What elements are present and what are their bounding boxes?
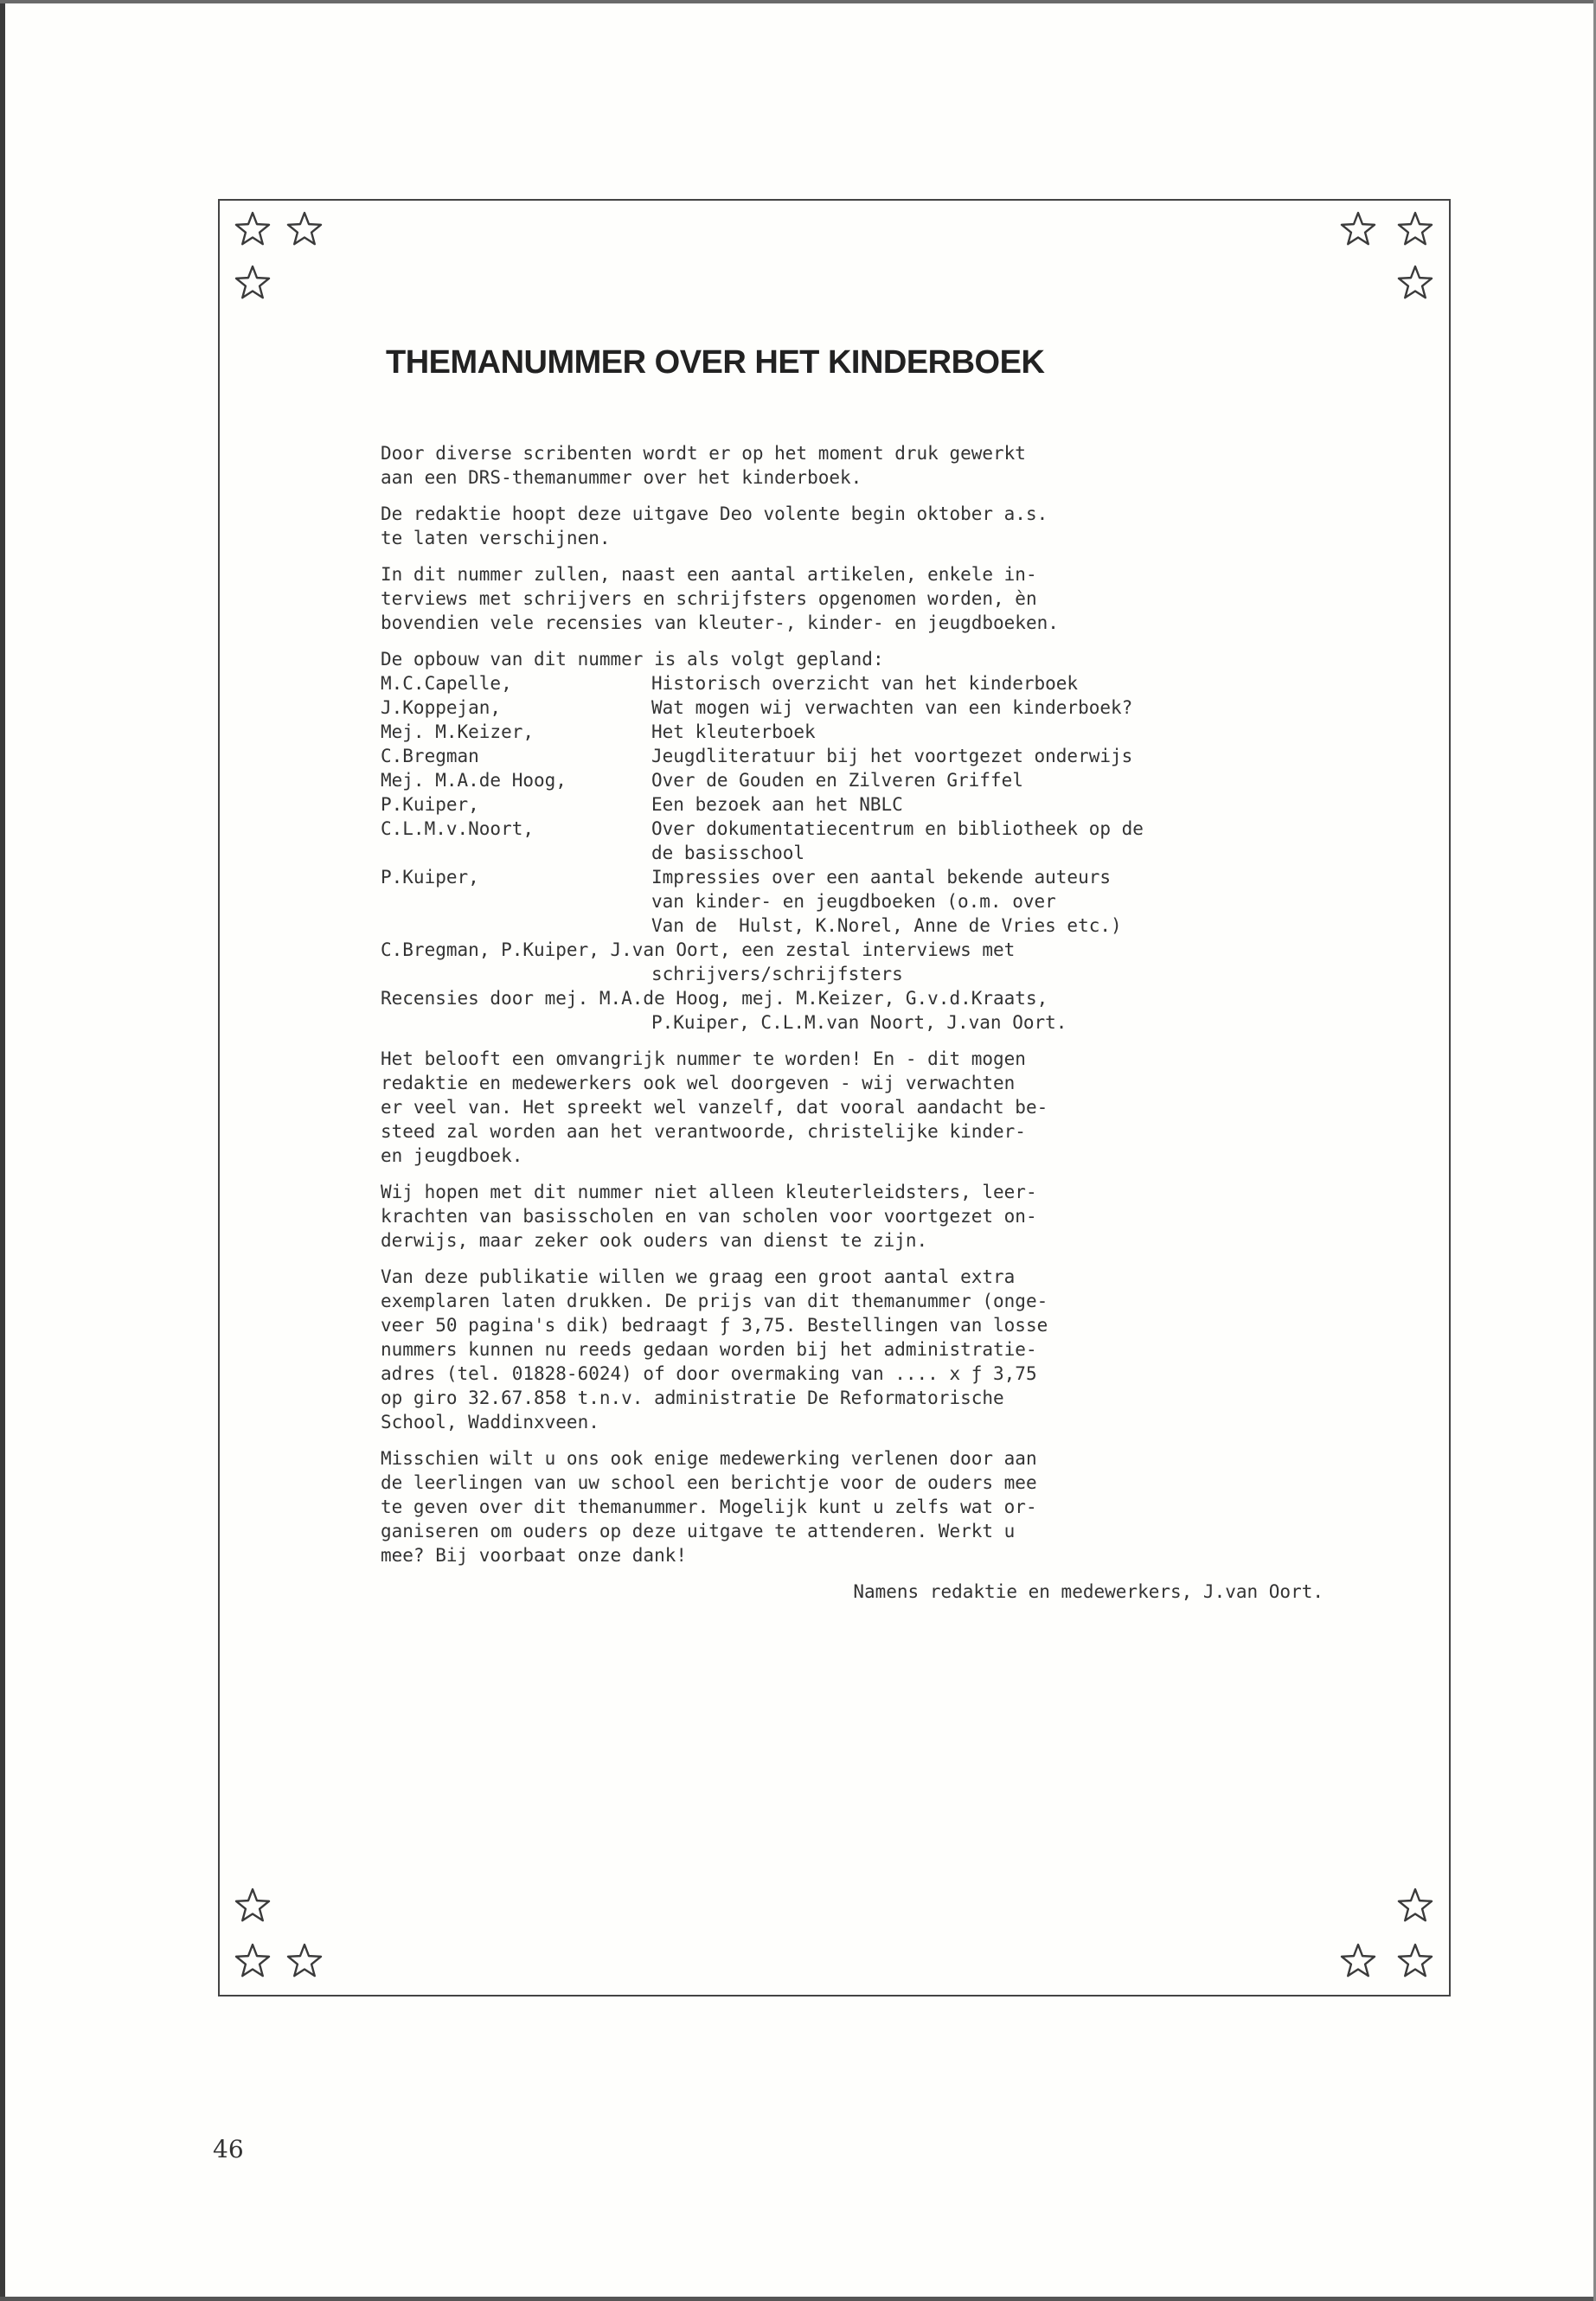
paragraph-line: krachten van basisscholen en van scholen voor voortgezet on- (381, 1206, 1037, 1227)
schedule-row (381, 695, 1349, 720)
article-body (381, 441, 1349, 1604)
schedule-topic: Impressies over een aantal bekende auteurs (651, 867, 1112, 888)
paragraph (381, 1265, 1349, 1434)
paragraph-line: School, Waddinxveen. (381, 1412, 599, 1433)
intro-paragraphs (381, 441, 1349, 635)
schedule-extra-line: C.Bregman, P.Kuiper, J.van Oort, een zestal interviews met (381, 939, 1016, 960)
schedule-topic: Wat mogen wij verwachten van een kinderboek? (651, 697, 1133, 718)
star-icon (285, 211, 324, 249)
paragraph-line: Door diverse scribenten wordt er op het moment druk gewerkt (381, 443, 1026, 464)
schedule-row (381, 865, 1349, 889)
paragraph (381, 1446, 1349, 1567)
star-icon (1396, 211, 1434, 249)
schedule-row (381, 913, 1349, 938)
schedule-extra (381, 938, 1349, 1035)
schedule-topic: Over dokumentatiecentrum en bibliotheek op de (651, 818, 1144, 839)
paragraph-line: op giro 32.67.858 t.n.v. administratie De Reformatorische (381, 1388, 1004, 1408)
paragraph-line: De redaktie hoopt deze uitgave Deo volente begin oktober a.s. (381, 503, 1048, 524)
schedule-row (381, 841, 1349, 865)
paragraph-line: derwijs, maar zeker ook ouders van dienst te zijn. (381, 1230, 928, 1251)
star-icon (234, 1888, 272, 1926)
paragraph-line: bovendien vele recensies van kleuter-, kinder- en jeugdboeken. (381, 612, 1059, 633)
schedule-topic: Historisch overzicht van het kinderboek (651, 673, 1079, 694)
schedule-row (381, 768, 1349, 792)
schedule-author: J.Koppejan, (381, 697, 502, 718)
schedule-topic: Het kleuterboek (651, 721, 816, 742)
schedule-extra-cont-row (381, 1010, 1349, 1035)
schedule-author (381, 913, 651, 938)
schedule-row (381, 817, 1349, 841)
paragraph-line: Van deze publikatie willen we graag een groot aantal extra (381, 1266, 1016, 1287)
schedule-author: Mej. M.Keizer, (381, 721, 535, 742)
schedule-author: P.Kuiper, (381, 867, 479, 888)
signature: Namens redaktie en medewerkers, J.van Oort. (853, 1581, 1324, 1602)
article-title: THEMANUMMER OVER HET KINDERBOEK (386, 344, 1045, 381)
paragraph-line: te laten verschijnen. (381, 528, 611, 548)
schedule-author: P.Kuiper, (381, 794, 479, 815)
paragraph-line: redaktie en medewerkers ook wel doorgeven - wij verwachten (381, 1073, 1016, 1093)
schedule-row (381, 792, 1349, 817)
scan-edge-left (0, 0, 5, 2301)
schedule-extra-cont: schrijvers/schrijfsters (651, 964, 903, 984)
schedule-topic: Een bezoek aan het NBLC (651, 794, 903, 815)
schedule-author: M.C.Capelle, (381, 673, 512, 694)
schedule-row (381, 744, 1349, 768)
indent-spacer (381, 962, 651, 986)
closing-paragraphs (381, 1047, 1349, 1567)
paragraph (381, 562, 1349, 635)
paragraph-line: ganiseren om ouders op deze uitgave te attenderen. Werkt u (381, 1521, 1016, 1541)
paragraph-line: steed zal worden aan het verantwoorde, christelijke kinder- (381, 1121, 1026, 1142)
schedule-row (381, 889, 1349, 913)
schedule (381, 647, 1349, 1035)
schedule-topic: van kinder- en jeugdboeken (o.m. over (651, 891, 1056, 912)
paragraph (381, 1180, 1349, 1253)
paragraph-line: Het belooft een omvangrijk nummer te worden! En - dit mogen (381, 1048, 1026, 1069)
schedule-author: C.Bregman (381, 746, 479, 766)
indent-spacer (381, 1010, 651, 1035)
paragraph-line: de leerlingen van uw school een berichtje voor de ouders mee (381, 1472, 1037, 1493)
schedule-intro: De opbouw van dit nummer is als volgt gepland: (381, 649, 884, 670)
paragraph-line: exemplaren laten drukken. De prijs van dit themanummer (onge- (381, 1291, 1048, 1311)
paragraph (381, 1047, 1349, 1168)
schedule-topic: Van de Hulst, K.Norel, Anne de Vries etc.) (651, 915, 1122, 936)
star-icon (234, 265, 272, 303)
paragraph-line: veer 50 pagina's dik) bedraagt ƒ 3,75. Bestellingen van losse (381, 1315, 1048, 1336)
star-icon (285, 1943, 324, 1981)
paragraph-line: te geven over dit themanummer. Mogelijk kunt u zelfs wat or- (381, 1497, 1037, 1517)
schedule-extra-cont-row (381, 962, 1349, 986)
schedule-author (381, 841, 651, 865)
schedule-author: Mej. M.A.de Hoog, (381, 770, 567, 791)
paragraph-line: Wij hopen met dit nummer niet alleen kleuterleidsters, leer- (381, 1182, 1037, 1202)
paragraph-line: Misschien wilt u ons ook enige medewerking verlenen door aan (381, 1448, 1037, 1469)
paragraph (381, 441, 1349, 490)
schedule-author: C.L.M.v.Noort, (381, 818, 535, 839)
paragraph-line: aan een DRS-themanummer over het kinderboek. (381, 467, 862, 488)
paragraph (381, 502, 1349, 550)
schedule-topic: de basisschool (651, 843, 805, 863)
page-number: 46 (213, 2135, 244, 2163)
star-icon (234, 211, 272, 249)
star-icon (1339, 211, 1377, 249)
paragraph-line: terviews met schrijvers en schrijfsters opgenomen worden, èn (381, 588, 1037, 609)
schedule-extra-cont: P.Kuiper, C.L.M.van Noort, J.van Oort. (651, 1012, 1067, 1033)
paragraph-line: en jeugdboek. (381, 1145, 523, 1166)
star-icon (1396, 1943, 1434, 1981)
paragraph-line: In dit nummer zullen, naast een aantal artikelen, enkele in- (381, 564, 1037, 585)
star-icon (1396, 1888, 1434, 1926)
paragraph-line: nummers kunnen nu reeds gedaan worden bij het administratie- (381, 1339, 1037, 1360)
paragraph-line: mee? Bij voorbaat onze dank! (381, 1545, 688, 1566)
schedule-author (381, 889, 651, 913)
star-icon (1396, 265, 1434, 303)
star-icon (1339, 1943, 1377, 1981)
schedule-extra-line: Recensies door mej. M.A.de Hoog, mej. M.Keizer, G.v.d.Kraats, (381, 988, 1048, 1009)
schedule-topic: Jeugdliteratuur bij het voortgezet onderwijs (651, 746, 1133, 766)
scan-edge-top (0, 0, 1596, 3)
scan-edge-bottom (0, 2297, 1596, 2301)
paragraph-line: adres (tel. 01828-6024) of door overmaking van .... x ƒ 3,75 (381, 1363, 1037, 1384)
schedule-rows (381, 671, 1349, 938)
schedule-row (381, 671, 1349, 695)
schedule-row (381, 720, 1349, 744)
schedule-topic: Over de Gouden en Zilveren Griffel (651, 770, 1023, 791)
paragraph-line: er veel van. Het spreekt wel vanzelf, dat vooral aandacht be- (381, 1097, 1048, 1118)
star-icon (234, 1943, 272, 1981)
